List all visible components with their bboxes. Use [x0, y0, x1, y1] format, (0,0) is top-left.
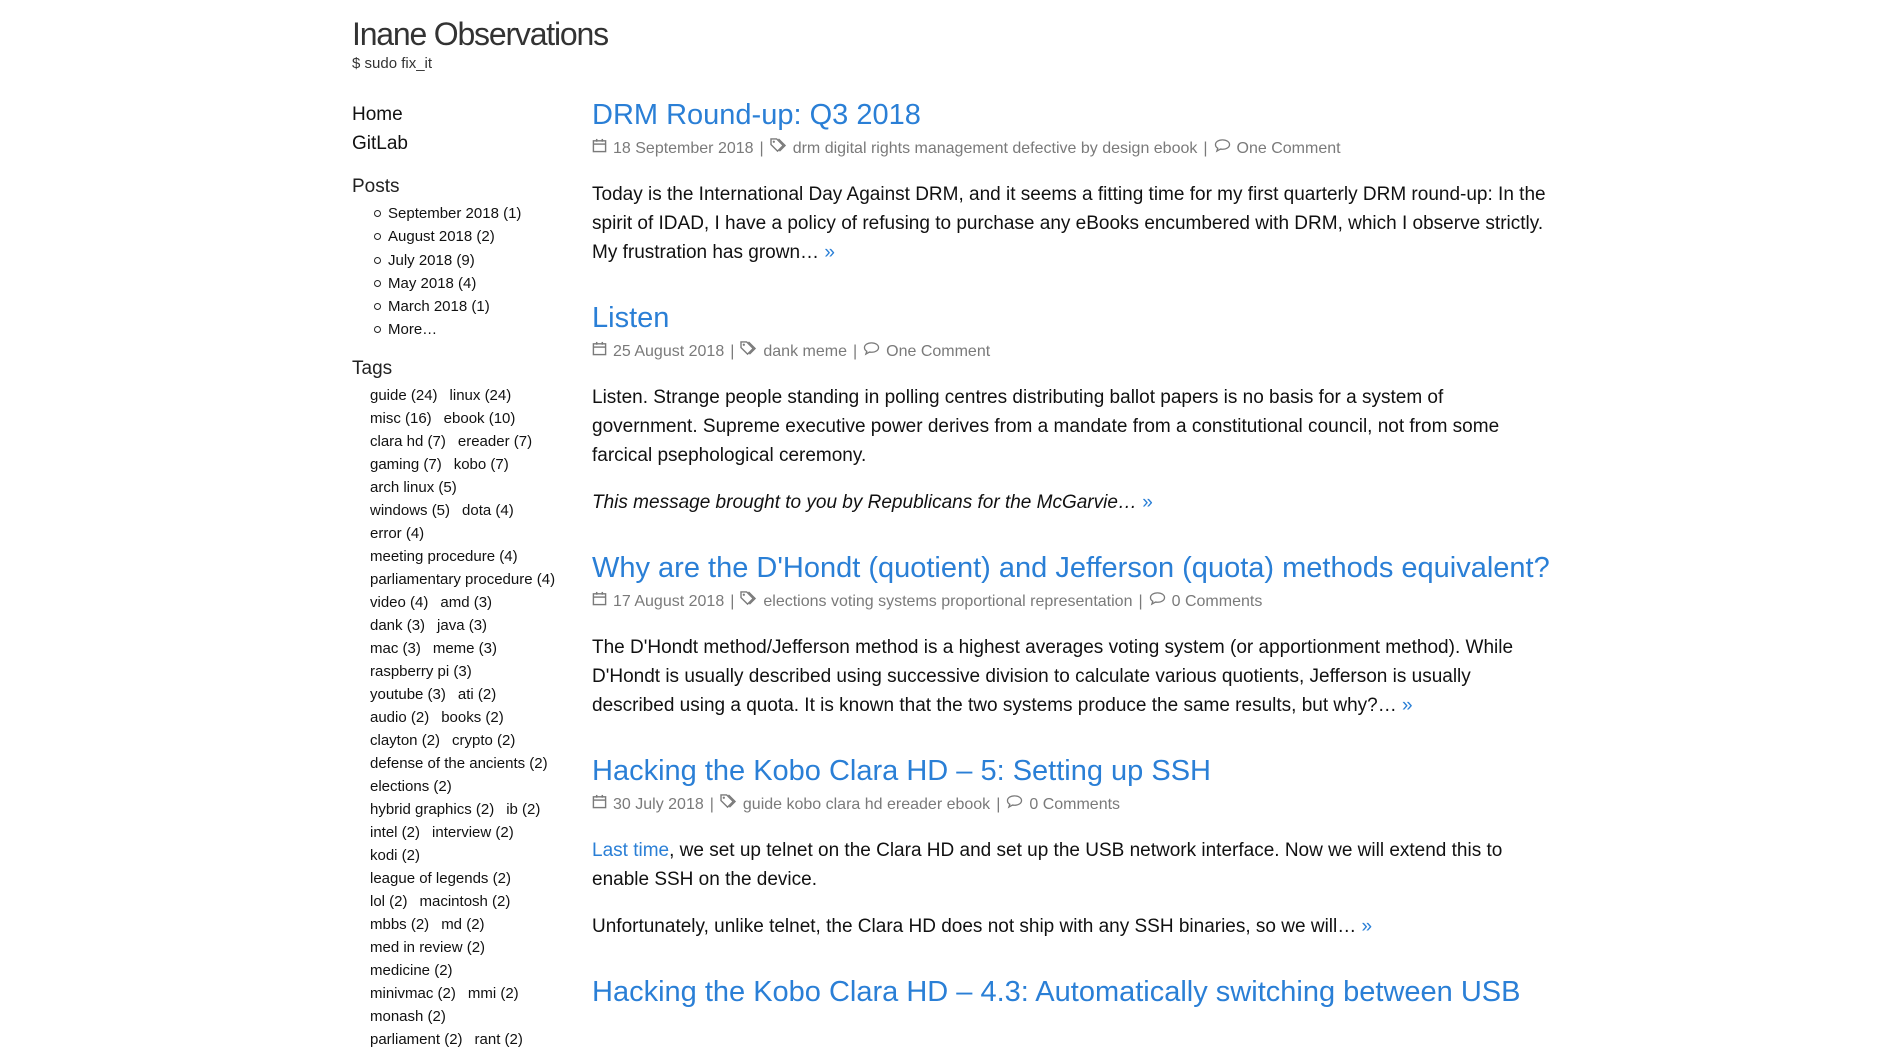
- tag-link[interactable]: kobo (7): [453, 455, 509, 473]
- tags-icon: [740, 341, 763, 363]
- archive-link[interactable]: August 2018 (2): [374, 225, 582, 248]
- post-excerpt: [592, 633, 1552, 720]
- tag-row: [370, 1005, 582, 1028]
- tag-link[interactable]: clayton (2): [370, 731, 441, 749]
- tags-icon: [740, 591, 763, 613]
- tag-link[interactable]: ati (2): [457, 685, 497, 703]
- tag-link[interactable]: books (2): [441, 708, 504, 726]
- post-meta: [592, 341, 1552, 363]
- meta-separator: |: [852, 343, 858, 360]
- tag-cloud: [352, 384, 582, 1051]
- tag-link[interactable]: dota (4): [462, 501, 514, 519]
- tag-link[interactable]: ereader (7): [457, 432, 533, 450]
- tag-row: [370, 568, 582, 591]
- read-more-link[interactable]: »: [1361, 916, 1373, 937]
- tag-link[interactable]: med in review (2): [370, 938, 486, 956]
- tag-link[interactable]: mac (3): [370, 639, 421, 657]
- post-date: 18 September 2018: [613, 140, 754, 157]
- tag-link[interactable]: error (4): [370, 524, 425, 542]
- post-comments-link[interactable]: One Comment: [886, 343, 991, 360]
- tags-icon: [720, 794, 743, 816]
- tag-row: [370, 752, 582, 775]
- meta-separator: |: [709, 796, 714, 813]
- tag-row: [370, 706, 582, 729]
- tag-link[interactable]: video (4): [370, 593, 429, 611]
- post-title-link[interactable]: Listen: [592, 302, 670, 334]
- excerpt-text: Unfortunately, unlike telnet, the Clara HD does not ship with any SSH binaries, so we will…: [592, 916, 1357, 937]
- tags-icon: [770, 138, 793, 160]
- meta-separator: |: [1138, 593, 1143, 610]
- post-meta: [592, 794, 1552, 816]
- tag-link[interactable]: crypto (2): [452, 731, 516, 749]
- post-comments-link[interactable]: 0 Comments: [1029, 796, 1121, 813]
- post-tags[interactable]: drm digital rights management defective by design ebook: [792, 140, 1198, 157]
- tag-row: [370, 844, 582, 867]
- archive-link[interactable]: May 2018 (4): [374, 272, 582, 295]
- tag-link[interactable]: lol (2): [370, 892, 408, 910]
- tag-row: [370, 476, 582, 499]
- tag-link[interactable]: macintosh (2): [419, 892, 511, 910]
- meta-separator: |: [996, 796, 1001, 813]
- tag-link[interactable]: interview (2): [432, 823, 514, 841]
- post: [592, 754, 1552, 941]
- tag-row: [370, 936, 582, 959]
- post-excerpt: [592, 836, 1552, 894]
- excerpt-text: , we set up telnet on the Clara HD and set up the USB network interface. Now we will extend this to enable SSH on the device.: [592, 840, 1503, 890]
- tag-row: [370, 798, 582, 821]
- tag-link[interactable]: minivmac (2): [370, 984, 456, 1002]
- tag-row: [370, 430, 582, 453]
- post-date: 30 July 2018: [613, 796, 704, 813]
- tag-link[interactable]: gaming (7): [370, 455, 442, 473]
- tag-link[interactable]: ebook (10): [443, 409, 516, 427]
- tag-row: [370, 591, 582, 614]
- tag-row: [370, 729, 582, 752]
- post-title-link[interactable]: Hacking the Kobo Clara HD – 4.3: Automatically switching between USB: [592, 976, 1521, 1008]
- post-date: 25 August 2018: [613, 343, 725, 360]
- post-title-link[interactable]: Why are the D'Hondt (quotient) and Jefferson (quota) methods equivalent?: [592, 552, 1550, 584]
- nav-home-link[interactable]: Home: [352, 104, 403, 125]
- nav-gitlab-link[interactable]: GitLab: [352, 133, 408, 154]
- tag-link[interactable]: youtube (3): [370, 685, 446, 703]
- archive-link[interactable]: September 2018 (1): [374, 202, 582, 225]
- italic-text: This message brought to you by Republicans for the McGarvie…: [592, 492, 1137, 513]
- post: [592, 98, 1552, 267]
- tag-row: [370, 1028, 582, 1051]
- comment-icon: [863, 341, 886, 363]
- tag-link[interactable]: dank (3): [370, 616, 426, 634]
- excerpt-text: Listen. Strange people standing in polling centres distributing ballot papers is no basis for a system of government. Supreme executive power derives from a mandate from a constitutional council, not from some farcical psephological ceremony.: [592, 387, 1500, 466]
- tag-row: [370, 660, 582, 683]
- tag-row: [370, 890, 582, 913]
- tag-link[interactable]: audio (2): [370, 708, 430, 726]
- tag-link[interactable]: hybrid graphics (2): [370, 800, 495, 818]
- tag-row: [370, 867, 582, 890]
- meta-separator: |: [730, 593, 735, 610]
- tag-row: [370, 614, 582, 637]
- post-excerpt: [592, 488, 1552, 517]
- tag-link[interactable]: medicine (2): [370, 961, 453, 979]
- tag-link[interactable]: defense of the ancients (2): [370, 754, 548, 772]
- calendar-icon: [592, 794, 613, 816]
- tag-row: [370, 683, 582, 706]
- calendar-icon: [592, 138, 613, 160]
- post-comments-link[interactable]: 0 Comments: [1171, 593, 1263, 610]
- calendar-icon: [592, 591, 613, 613]
- tag-row: [370, 453, 582, 476]
- tag-row: [370, 959, 582, 982]
- excerpt-text: Today is the International Day Against DRM, and it seems a fitting time for my first quarterly DRM round-up: In the spirit of IDAD, I have a policy of refusing to purchase any eBooks encumbered with DRM, which I observe strictly. My frustration has grown…: [592, 184, 1546, 263]
- read-more-link[interactable]: »: [1402, 695, 1413, 716]
- post-meta: [592, 591, 1552, 613]
- archive-link[interactable]: July 2018 (9): [374, 249, 582, 272]
- post-title-link[interactable]: DRM Round-up: Q3 2018: [592, 99, 921, 131]
- tag-row: [370, 407, 582, 430]
- tag-link[interactable]: meme (3): [432, 639, 498, 657]
- comment-icon: [1149, 591, 1172, 613]
- archive-list: [352, 202, 582, 342]
- sidebar: [352, 100, 582, 1051]
- tag-link[interactable]: elections (2): [370, 777, 452, 795]
- tag-row: [370, 499, 582, 522]
- tag-row: [370, 545, 582, 568]
- tag-link[interactable]: meeting procedure (4): [370, 547, 518, 565]
- tag-link[interactable]: mbbs (2): [370, 915, 430, 933]
- tag-row: [370, 522, 582, 545]
- tag-link[interactable]: amd (3): [440, 593, 493, 611]
- tag-row: [370, 384, 582, 407]
- tag-link[interactable]: mmi (2): [467, 984, 519, 1002]
- tag-link[interactable]: raspberry pi (3): [370, 662, 472, 680]
- post: [592, 551, 1552, 720]
- tag-link[interactable]: windows (5): [370, 501, 451, 519]
- post-excerpt: [592, 383, 1552, 470]
- tag-row: [370, 637, 582, 660]
- tag-link[interactable]: misc (16): [370, 409, 432, 427]
- calendar-icon: [592, 341, 613, 363]
- archive-link[interactable]: More…: [374, 318, 582, 341]
- site-subtitle: $ sudo fix_it: [352, 55, 433, 72]
- post: [592, 975, 1552, 1009]
- archive-link[interactable]: March 2018 (1): [374, 295, 582, 318]
- tag-row: [370, 775, 582, 798]
- tag-link[interactable]: clara hd (7): [370, 432, 446, 450]
- post-meta: [592, 138, 1552, 160]
- main-nav: [352, 100, 582, 158]
- archive-title: Posts: [352, 176, 400, 197]
- post-excerpt: [592, 180, 1552, 267]
- tag-link[interactable]: md (2): [441, 915, 485, 933]
- meta-separator: |: [1203, 140, 1208, 157]
- tag-row: [370, 913, 582, 936]
- tag-link[interactable]: parliamentary procedure (4): [370, 570, 556, 588]
- comment-icon: [1006, 794, 1029, 816]
- post-tags[interactable]: guide kobo clara hd ereader ebook: [742, 796, 991, 813]
- post: [592, 301, 1552, 517]
- tag-link[interactable]: linux (24): [449, 386, 512, 404]
- tag-link[interactable]: rant (2): [474, 1030, 523, 1048]
- post-tags[interactable]: dank meme: [763, 343, 847, 360]
- post-comments-link[interactable]: One Comment: [1236, 140, 1341, 157]
- site-title[interactable]: Inane Observations: [352, 16, 608, 52]
- post-tags[interactable]: elections voting systems proportional representation: [763, 593, 1133, 610]
- tag-link[interactable]: ib (2): [506, 800, 541, 818]
- comment-icon: [1214, 138, 1237, 160]
- meta-separator: |: [730, 343, 735, 360]
- tag-link[interactable]: guide (24): [370, 386, 438, 404]
- read-more-link[interactable]: »: [824, 242, 835, 263]
- read-more-link[interactable]: »: [1142, 492, 1153, 513]
- tag-link[interactable]: intel (2): [370, 823, 421, 841]
- tag-link[interactable]: league of legends (2): [370, 869, 511, 887]
- tag-row: [370, 982, 582, 1005]
- tag-link[interactable]: parliament (2): [370, 1030, 463, 1048]
- post-list: [592, 98, 1552, 1043]
- post-date: 17 August 2018: [613, 593, 725, 610]
- meta-separator: |: [759, 140, 764, 157]
- tag-link[interactable]: java (3): [437, 616, 488, 634]
- tag-link[interactable]: kodi (2): [370, 846, 421, 864]
- tag-row: [370, 821, 582, 844]
- post-excerpt: [592, 912, 1552, 941]
- inline-link[interactable]: Last time: [592, 840, 670, 861]
- site-header: [352, 16, 608, 72]
- tags-title: Tags: [352, 357, 393, 379]
- excerpt-text: The D'Hondt method/Jefferson method is a highest averages voting system (or apportionment method). While D'Hondt is usually described using successive division to calculate various quotients, Jefferson is usually described using a quota. It is known that the two systems produce the same results, but why?…: [592, 637, 1514, 716]
- tag-link[interactable]: monash (2): [370, 1007, 446, 1025]
- post-title-link[interactable]: Hacking the Kobo Clara HD – 5: Setting up SSH: [592, 755, 1211, 787]
- tag-link[interactable]: arch linux (5): [370, 478, 457, 496]
